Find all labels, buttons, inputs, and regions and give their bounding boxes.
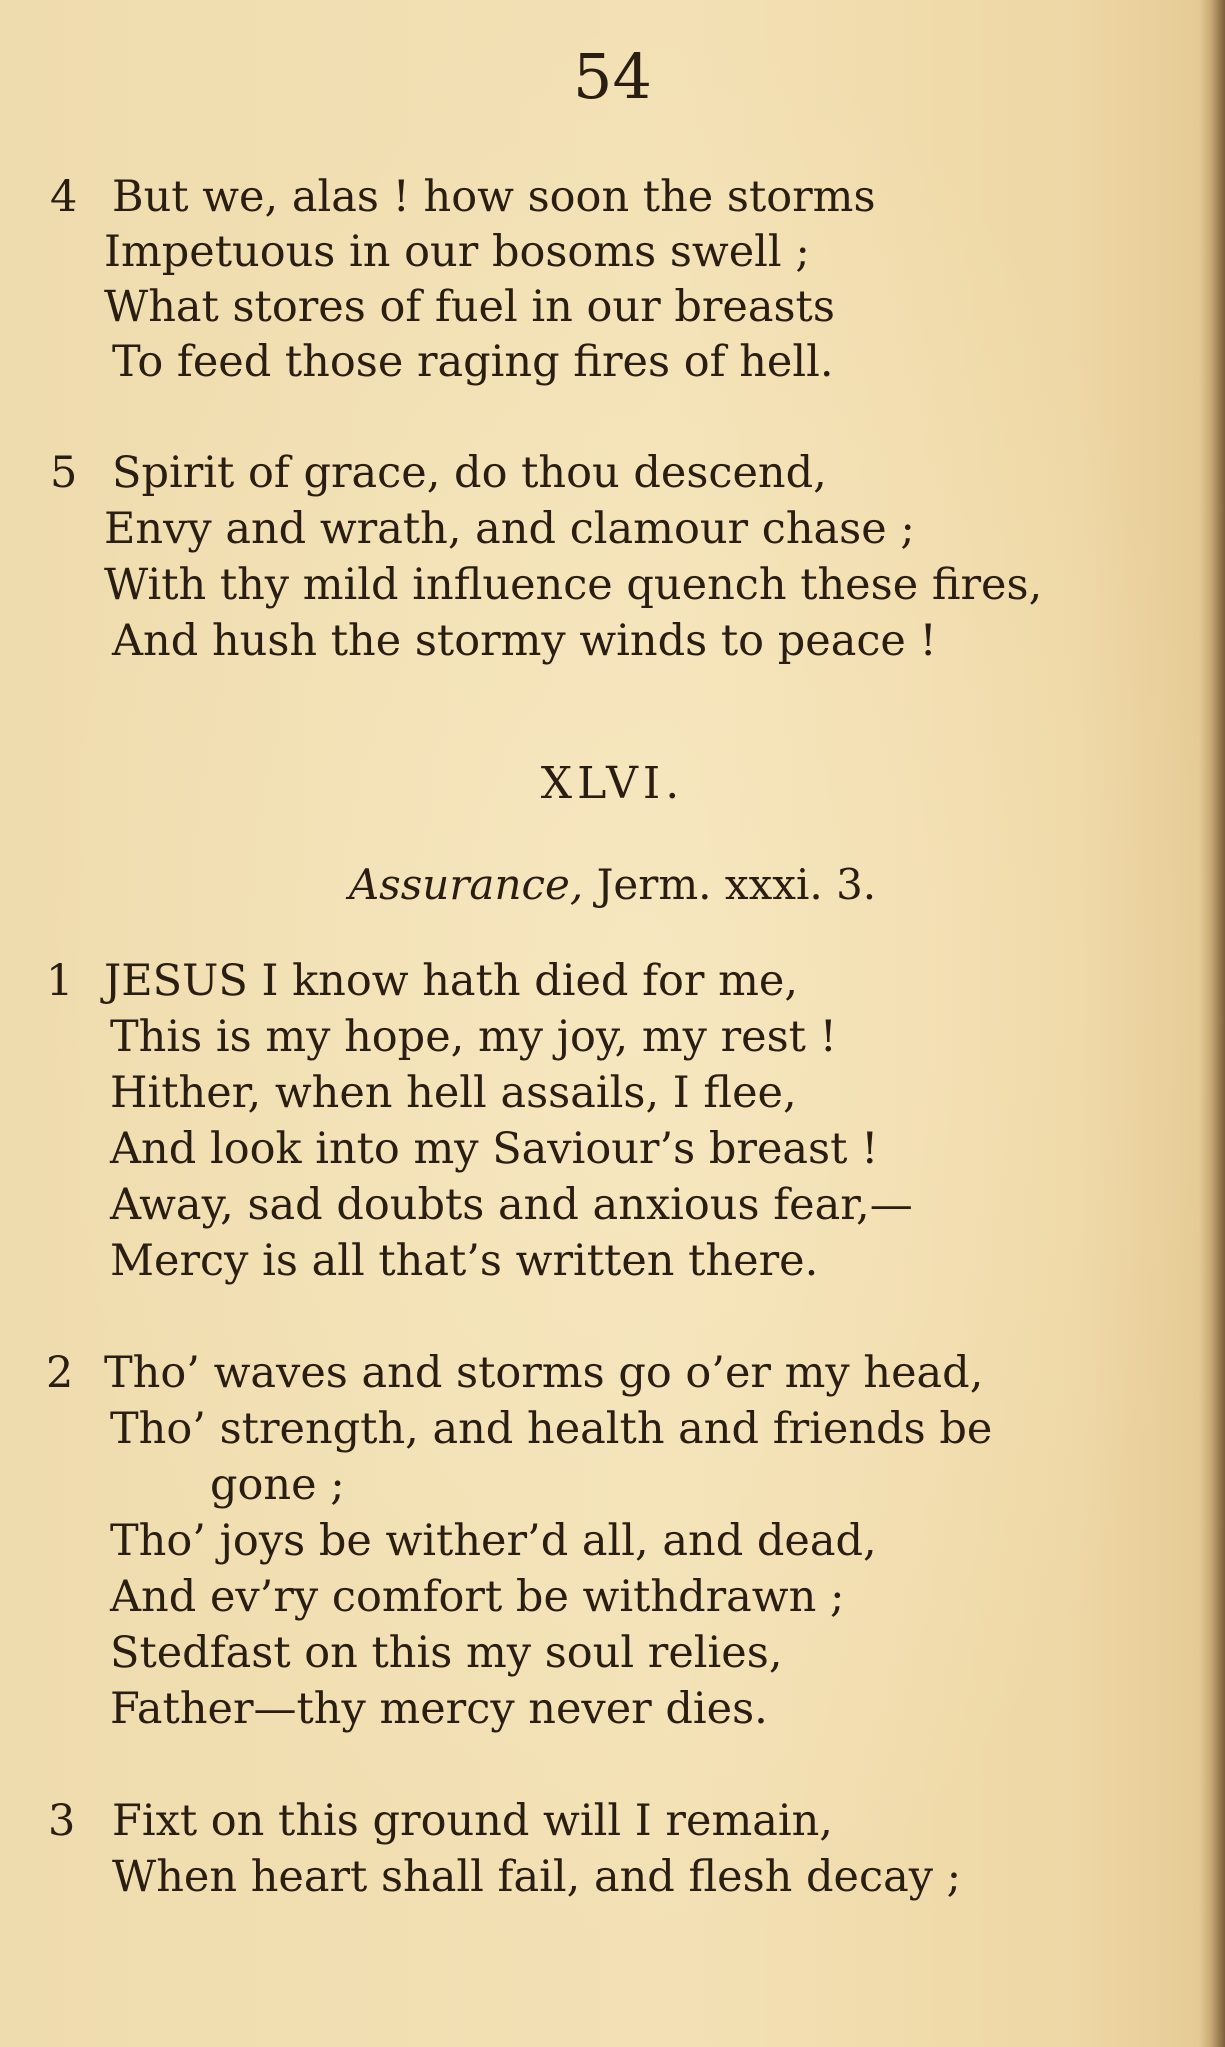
hymn-title: XLVI. [540,758,685,809]
stanza-number: 2 [46,1348,74,1398]
verse-line: Mercy is all that’s written there. [110,1236,819,1286]
verse-line: Tho’ joys be wither’d all, and dead, [110,1516,877,1566]
verse-line: Envy and wrath, and clamour chase ; [104,504,915,554]
stanza-number: 1 [46,956,74,1006]
verse-line: Tho’ strength, and health and friends be [110,1404,993,1454]
verse-line: Spirit of grace, do thou descend, [112,448,827,498]
verse-line: When heart shall fail, and flesh decay ; [112,1852,962,1902]
hymn-subtitle [0,860,1225,909]
verse-line: What stores of fuel in our breasts [104,282,835,332]
verse-line: But we, alas ! how soon the storms [112,172,876,222]
verse-line: Hither, when hell assails, I flee, [110,1068,797,1118]
verse-line: And ev’ry comfort be withdrawn ; [110,1572,845,1622]
stanza-number: 5 [50,448,78,498]
verse-line: Fixt on this ground will I remain, [112,1796,833,1846]
verse-line: Impetuous in our bosoms swell ; [104,227,810,277]
page-number: 54 [573,40,652,113]
verse-line: gone ; [210,1460,345,1510]
verse-line: Tho’ waves and storms go o’er my head, [104,1348,984,1398]
verse-line: To feed those raging fires of hell. [112,337,834,387]
hymn-subtitle-theme: Assurance, [348,860,584,909]
verse-line: Father—thy mercy never dies. [110,1684,768,1734]
verse-line: Away, sad doubts and anxious fear,— [110,1180,913,1230]
verse-line: Stedfast on this my soul relies, [110,1628,783,1678]
verse-line: And hush the stormy winds to peace ! [112,616,937,666]
page-edge-shadow [1199,0,1225,2047]
verse-line: JESUS I know hath died for me, [104,956,799,1006]
stanza-number: 4 [50,172,78,222]
stanza-number: 3 [48,1796,76,1846]
verse-line: And look into my Saviour’s breast ! [110,1124,879,1174]
hymn-subtitle-reference: Jerm. xxxi. 3. [583,860,877,909]
verse-line: With thy mild influence quench these fires, [104,560,1043,610]
verse-line: This is my hope, my joy, my rest ! [110,1012,837,1062]
